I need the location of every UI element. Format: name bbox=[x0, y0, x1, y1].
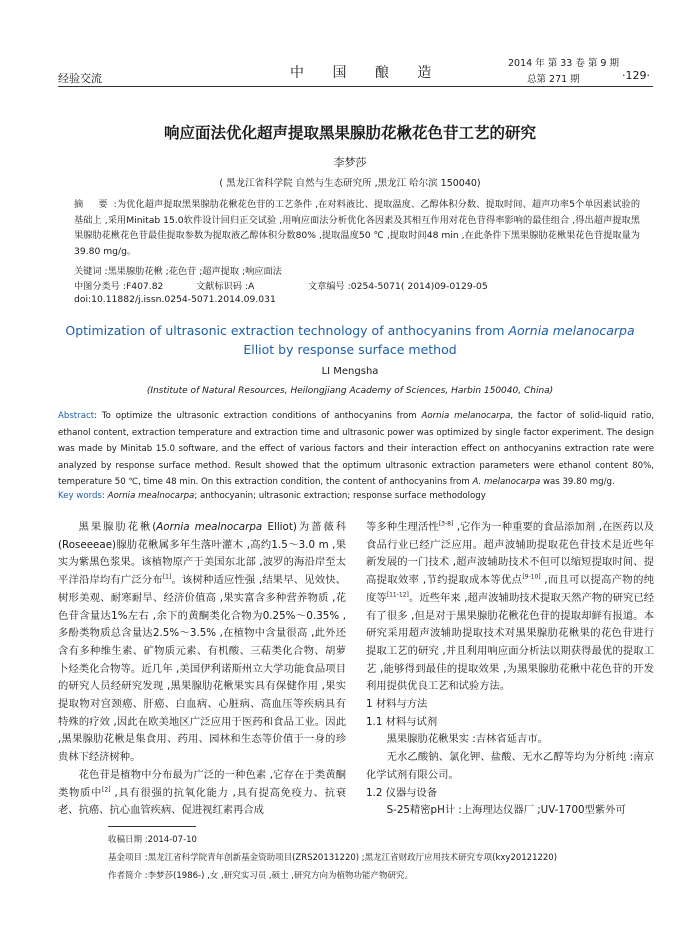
en-abstract-species1: Aornia melanocarpa bbox=[421, 411, 511, 421]
en-keywords-species: Aornia mealnocarpa bbox=[107, 491, 195, 501]
body-right-column bbox=[366, 519, 654, 820]
species-name: Aornia mealnocarpa bbox=[156, 521, 263, 533]
text-run: 黑果腺肋花楸( bbox=[78, 521, 157, 533]
received-date: 收稿日期 :2014-07-10 bbox=[108, 835, 197, 845]
doc-code: 文献标识码 :A bbox=[196, 281, 255, 292]
fund-info: 基金项目 :黑龙江省科学院青年创新基金资助项目(ZRS20131220) ;黑龙江省财政厅应用技术研究专项(kxy20121220) bbox=[108, 853, 558, 863]
body-paragraph bbox=[58, 767, 346, 820]
en-abstract-text1: : To optimize the ultrasonic extraction conditions of anthocyanins from bbox=[94, 411, 422, 421]
cn-abstract-label: 摘 要 bbox=[74, 199, 114, 210]
text-run: ,具有很强的抗氧化能力 ,具有提高免疫力、抗衰老、抗癌、抗心血管疾病、促进视红素再合成 bbox=[58, 786, 347, 817]
section-label: 经验交流 bbox=[58, 72, 102, 85]
author: 李梦莎 bbox=[333, 156, 367, 169]
total-issue: 总第 271 期 bbox=[527, 74, 580, 85]
citation: [3-8] bbox=[438, 520, 454, 528]
en-title-species: Aornia melanocarpa bbox=[508, 323, 635, 338]
page-number: ·129· bbox=[622, 69, 650, 82]
en-title bbox=[60, 321, 640, 359]
citation: [11-12] bbox=[386, 591, 409, 599]
issue-info: 2014 年 第 33 卷 第 9 期 bbox=[508, 58, 619, 69]
affiliation: ( 黑龙江省科学院 自然与生态研究所 ,黑龙江 哈尔滨 150040) bbox=[219, 178, 481, 189]
body-paragraph bbox=[366, 519, 654, 696]
body-paragraph bbox=[58, 519, 346, 767]
footnote-rule bbox=[108, 826, 196, 827]
en-abstract-label: Abstract bbox=[58, 411, 95, 421]
text-run: 花色苷是植物中分布最为广泛的一种色素 ,它存在于类黄酮类物质中 bbox=[58, 768, 346, 799]
text-run: 。该树种适应性强 ,结果早、见效快、树形美观、耐寒耐旱、经济价值高 ,果实富含多种营养物质 ,花色苷含量达1%左右 ,余下的黄酮类化合物为0.25%～0.35% ,多酚类物质总含量达2.5%～3.5% ,在植物中含量很高 ,此外还含有多种维生素、矿物质元素、有机酸、三萜类化合物、胡萝卜烃类化合物等。近几年 ,美国伊利诺斯州立大学功能食品项目的研究人员经研究发现 ,黑果腺肋花楸果实具有保健作用 ,果实提取物对宫颈癌、肝癌、白血病、心脏病、高血压等疾病具有特殊的疗效 ,因此在欧美地区广泛应用于医药和食品工业。因此 ,黑果腺肋花楸是集食用、药用、园林和生态等价值于一身的珍贵林下经济树种。 bbox=[58, 574, 347, 764]
subsection-heading: 1.2 仪器与设备 bbox=[366, 786, 438, 799]
cn-abstract-text: :为优化超声提取黑果腺肋花楸花色苷的工艺条件 ,在对料液比、提取温度、乙醇体积分数、提取时间、超声功率5个单因素试验的基础上 ,采用Minitab 15.0软件设计回归正交试验 ,用响应面法分析优化各因素及其相互作用对花色苷得率影响的最佳组合 ,得出超声提取黑果腺肋花楸花色苷最佳提取参数为提取液乙醇体积分数80% ,提取温度50 ℃ ,提取时间48 min ,在此条件下黑果腺肋花楸果花色苷提取量为39.80 mg/g。 bbox=[74, 199, 641, 257]
en-abstract-text2: , the factor of solid-liquid ratio, ethanol content, extraction temperature and extraction time and ultrasonic power was optimized by single factor experiment. The design was made by Minitab 15.0 software, and the effect of various factors and their interaction effect on anthocyanins extraction rate were analyzed by response surface method. Result showed that the optimum ultrasonic extraction parameters were ethanol content 80%, temperature 50 ℃, time 48 min. On this extraction condition, the content of anthocyanins from bbox=[58, 411, 654, 487]
text-run: 。近些年来 ,超声波辅助技术提取天然产物的研究已经有了很多 ,但是对于黑果腺肋花楸花色苷的提取却鲜有报道。本研究采用超声波辅助提取技术对黑果腺肋花楸果的花色苷进行提取工艺的研究 ,并且利用响应面分析法以期获得最优的提取工艺 ,能够得到最佳的提取效果 ,为黑果腺肋花楸中花色苷的开发利用提供优良工艺和试验方法。 bbox=[366, 591, 655, 693]
article-number: 文章编号 :0254-5071( 2014)09-0129-05 bbox=[308, 281, 488, 292]
clc-number: 中图分类号 :F407.82 bbox=[74, 281, 164, 292]
equipment-item: S-25精密pH计 :上海理达仪器厂 ;UV-1700型紫外可 bbox=[386, 804, 626, 817]
journal-name: 中 国 酿 造 bbox=[290, 65, 444, 81]
section-heading: 1 材料与方法 bbox=[366, 698, 428, 711]
cn-keywords: 关键词 :黑果腺肋花楸 ;花色苷 ;超声提取 ;响应面法 bbox=[74, 266, 282, 277]
en-title-part2: Elliot by response surface method bbox=[243, 342, 457, 357]
header-rule bbox=[58, 86, 653, 87]
author-bio: 作者简介 :李梦莎(1986-) ,女 ,研究实习员 ,硕士 ,研究方向为植物功能产物研究。 bbox=[108, 871, 414, 881]
subsection-heading: 1.1 材料与试剂 bbox=[366, 715, 438, 728]
paper-title: 响应面法优化超声提取黑果腺肋花楸花色苷工艺的研究 bbox=[163, 124, 536, 142]
en-abstract bbox=[58, 408, 654, 491]
text-run: 等多种生理活性 bbox=[366, 521, 439, 533]
citation: [1] bbox=[162, 573, 172, 581]
en-keywords-text: ; anthocyanin; ultrasonic extraction; response surface methodology bbox=[194, 491, 486, 501]
en-affiliation: (Institute of Natural Resources, Heilongjiang Academy of Sciences, Harbin 150040, China) bbox=[146, 386, 554, 396]
en-abstract-species2: A. melanocarpa bbox=[472, 477, 541, 487]
citation: [2] bbox=[102, 786, 111, 794]
text-run: Elliot)为蔷薇科(Roseeeae)腺肋花楸属多年生落叶灌木 ,高约1.5～3.0 m ,果实为紫黑色浆果。该植物原产于美国东北部 ,波罗的海沿岸至太平洋沿岸均有广泛分布 bbox=[58, 521, 346, 587]
en-abstract-text3: was 39.80 mg/g. bbox=[540, 477, 615, 487]
en-keywords: Key words: Aornia mealnocarpa; anthocyanin; ultrasonic extraction; response surface methodology bbox=[58, 491, 486, 501]
en-keywords-label: Key words bbox=[58, 491, 102, 501]
material-item: 无水乙酸钠、氯化钾、盐酸、无水乙醇等均为分析纯 :南京化学试剂有限公司。 bbox=[366, 751, 654, 781]
body-left-column bbox=[58, 519, 346, 820]
en-author: LI Mengsha bbox=[321, 366, 379, 377]
cn-abstract bbox=[74, 197, 640, 259]
text-run: ,而且可以提高产物的纯度等 bbox=[366, 574, 655, 604]
text-run: ,它作为一种重要的食品添加剂 ,在医药以及食品行业已经广泛应用。超声波辅助提取花色苷技术是近些年新发展的一门技术 ,超声波辅助技术不但可以缩短提取时间、提高提取效率 ,节约提取成本等优点 bbox=[366, 521, 654, 587]
material-item: 黑果腺肋花楸果实 :吉林省延吉市。 bbox=[386, 733, 548, 746]
citation: [9-10] bbox=[522, 573, 541, 581]
en-title-part1: Optimization of ultrasonic extraction technology of anthocyanins from bbox=[65, 323, 509, 338]
doi: doi:10.11882/j.issn.0254-5071.2014.09.031 bbox=[74, 294, 276, 305]
